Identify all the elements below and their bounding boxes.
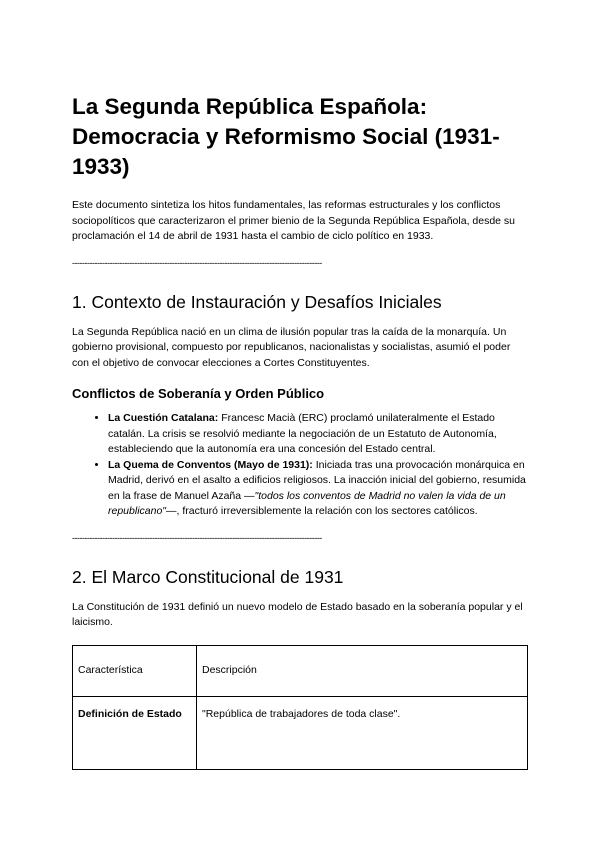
section-1-heading: 1. Contexto de Instauración y Desafíos Iniciales [72, 291, 442, 312]
divider: ---------------------------------------------------------------------------------------------------- [72, 532, 322, 543]
document-title: La Segunda República Española: Democracia y Reformismo Social (1931-1933) [72, 94, 500, 179]
bullet-label: La Quema de Conventos (Mayo de 1931): [108, 458, 313, 471]
bullet-text: Iniciada tras una provocación monárquica en Madrid, derivó en el asalto a edificios religiosos. La inacción inicial del gobierno, resumida en la frase de Manuel Azaña — [108, 458, 526, 502]
section-2-paragraph: La Constitución de 1931 definió un nuevo modelo de Estado basado en la soberanía popular y el laicismo. [72, 600, 523, 628]
document-page [72, 92, 530, 770]
divider: ---------------------------------------------------------------------------------------------------- [72, 257, 322, 268]
bullet-text: —, fracturó irreversiblemente la relación con los sectores católicos. [166, 505, 478, 517]
list-item [108, 458, 530, 520]
intro-paragraph: Este documento sintetiza los hitos fundamentales, las reformas estructurales y los conflictos sociopolíticos que caracterizaron el primer bienio de la Segunda República Española, desde su proclamación el 14 de abril de 1931 hasta el cambio de ciclo político en 1933. [72, 199, 516, 242]
constitution-table [72, 645, 528, 770]
section-1-subheading: Conflictos de Soberanía y Orden Público [72, 386, 325, 401]
bullet-text: Francesc Macià (ERC) proclamó unilateralmente el Estado catalán. La crisis se resolvió mediante la negociación de un Estatuto de Autonomía, estableciendo que la autonomía era una concesión del Estado central. [108, 412, 497, 455]
conflicts-list [72, 411, 530, 520]
table-cell: "República de trabajadores de toda clase". [197, 696, 528, 769]
table-header-cell: Característica [73, 645, 197, 696]
bullet-label: La Cuestión Catalana: [108, 412, 219, 424]
section-1-paragraph: La Segunda República nació en un clima de ilusión popular tras la caída de la monarquía. Un gobierno provisional, compuesto por republicanos, nacionalistas y socialistas, asumió el poder con el objetivo de convocar elecciones a Cortes Constituyentes. [72, 325, 511, 369]
list-item [108, 411, 530, 458]
table-row [73, 696, 528, 769]
section-2-heading: 2. El Marco Constitucional de 1931 [72, 566, 344, 587]
azana-quote: "todos los conventos de Madrid no valen la vida de un republicano" [108, 489, 506, 517]
table-header-row [73, 645, 528, 696]
table-header-cell: Descripción [197, 645, 528, 696]
table-cell: Definición de Estado [73, 696, 197, 769]
